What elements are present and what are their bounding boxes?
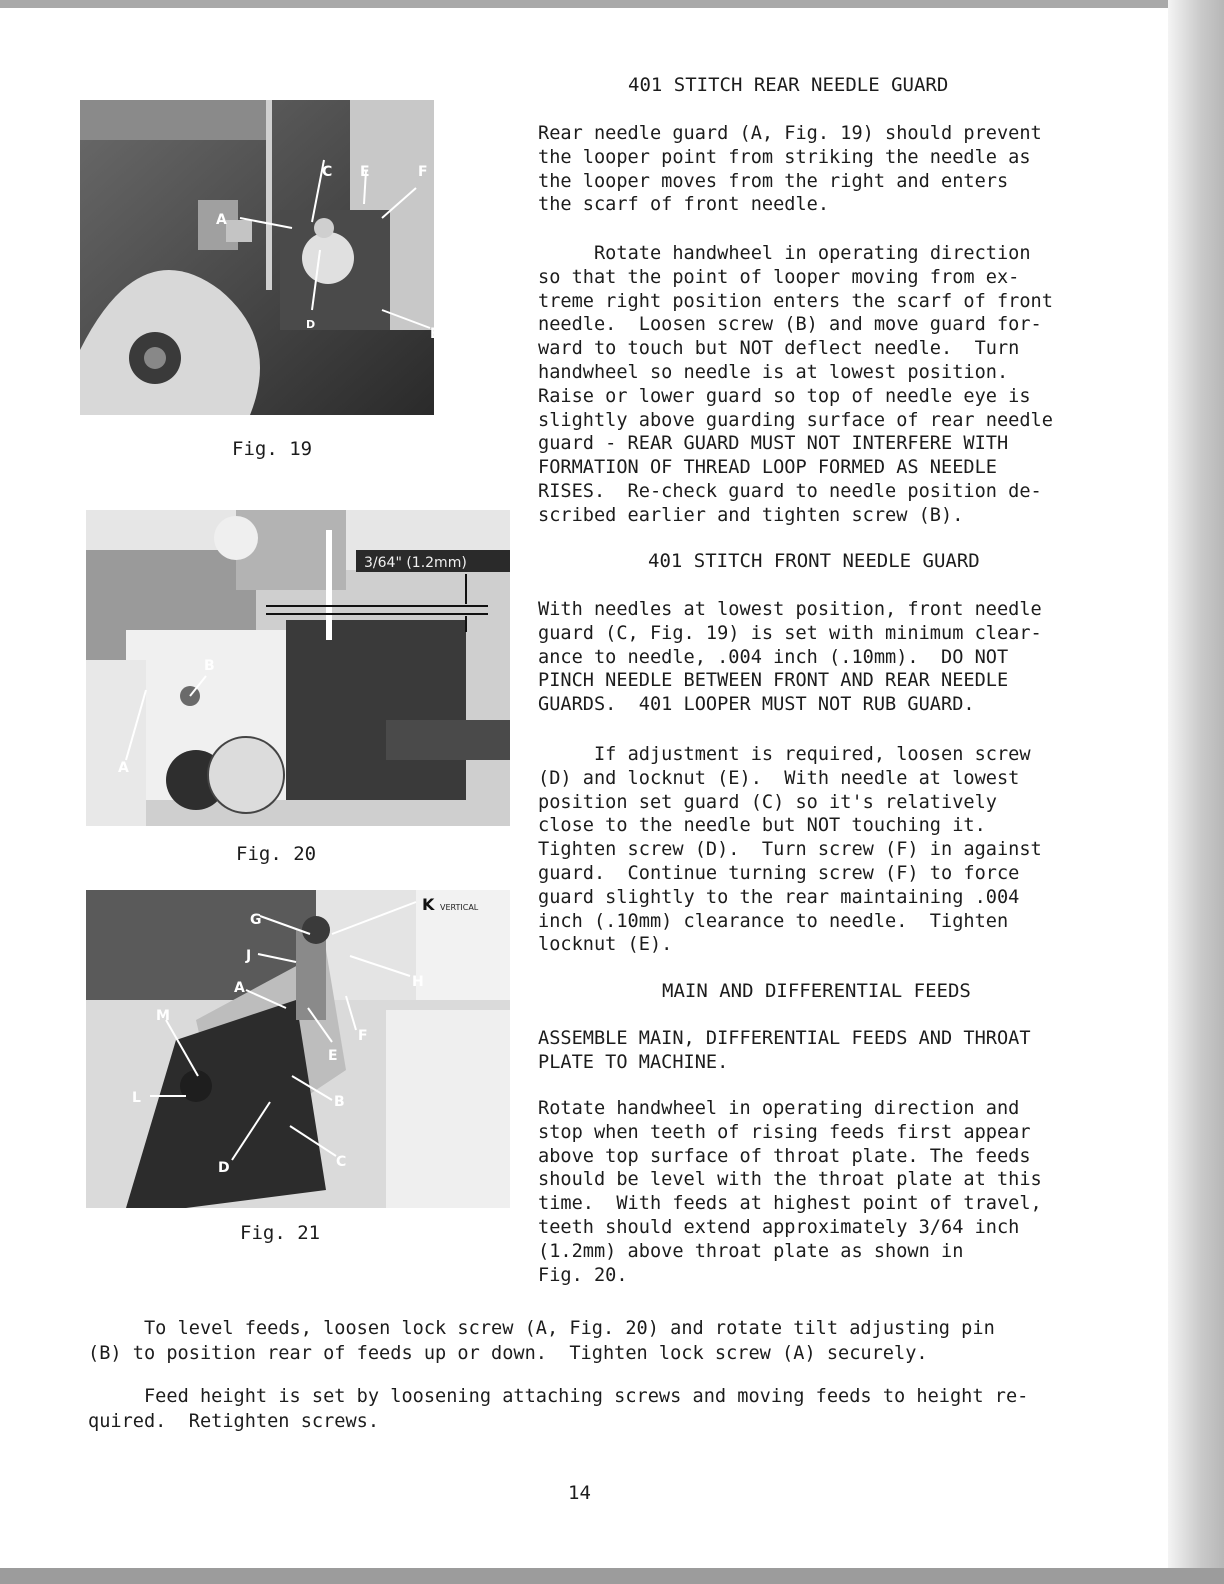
fig-21-image [86,890,510,1208]
feeds-paragraph-3: To level feeds, loosen lock screw (A, Fig. 20) and rotate tilt adjusting pin (B) to position rear of feeds up or down. Tighten lock screw (A) securely. [88,1318,995,1364]
front-guard-heading: 401 STITCH FRONT NEEDLE GUARD [648,550,980,572]
fig-19-photo [80,100,441,415]
front-guard-paragraph-2: If adjustment is required, loosen screw (D) and locknut (E). With needle at lowest position set guard (C) so it's relatively close to the needle but NOT touching it. Tighten screw (D). Turn screw (F) in against guard. Continue turning screw (F) to force guard slightly to the rear maintaining .004 inch (.10mm) clearance to needle. Tighten locknut (E). [538,744,1042,956]
fig-19-label-e: E [360,164,370,180]
fig-19-caption: Fig. 19 [232,438,313,460]
fig-19-label-d: D [306,318,316,331]
fig-19-label-b: B [430,326,441,342]
fig-19-image [80,100,441,415]
fig-21-label-d: D [218,1160,230,1176]
fig-20-label-b: B [204,658,215,674]
fig-21-photo [86,890,510,1208]
fig-21-label-j: J [246,948,252,964]
fig-21-label-m: M [156,1008,170,1024]
fig-21-vertical-text: VERTICAL [440,903,479,912]
feeds-heading: MAIN AND DIFFERENTIAL FEEDS [662,980,971,1002]
scan-edge-bottom [0,1568,1224,1584]
fig-21-label-k: K [422,895,435,914]
fig-21-label-c: C [336,1154,347,1170]
fig-20-label-a: A [118,760,129,776]
scan-edge-top [0,0,1224,8]
rear-guard-heading: 401 STITCH REAR NEEDLE GUARD [628,74,949,96]
fig-20-caption: Fig. 20 [236,843,317,865]
fig-21-caption: Fig. 21 [240,1222,321,1244]
fig-20-photo [86,510,510,826]
scan-edge-right [1168,0,1224,1584]
fig-20-measurement-label: 3/64" (1.2mm) [364,555,467,571]
feeds-paragraph-1: ASSEMBLE MAIN, DIFFERENTIAL FEEDS AND THROAT PLATE TO MACHINE. [538,1028,1031,1073]
page-number: 14 [568,1482,591,1504]
fig-21-label-l: L [132,1090,141,1106]
fig-21-label-h: H [412,974,424,990]
fig-19-label-c: C [322,164,333,180]
fig-21-label-e: E [328,1048,338,1064]
fig-21-label-g: G [250,912,262,928]
feeds-paragraph-4: Feed height is set by loosening attaching screws and moving feeds to height re- quired. Retighten screws. [88,1386,1029,1432]
feeds-paragraph-2: Rotate handwheel in operating direction and stop when teeth of rising feeds first appear above top surface of throat plate. The feeds should be level with the throat plate at this time. With feeds at highest point of travel, teeth should extend approximately 3/64 inch (1.2mm) above throat plate as shown in Fig. 20. [538,1098,1042,1286]
fig-19-label-f: F [418,164,428,180]
rear-guard-paragraph-2: Rotate handwheel in operating direction so that the point of looper moving from ex- treme right position enters the scarf of front needle. Loosen screw (B) and move guard for- ward to touch but NOT deflect needle. Turn handwheel so needle is at lowest position. Raise or lower guard so top of needle eye is slightly above guarding surface of rear needle guard - REAR GUARD MUST NOT INTERFERE WITH FORMATION OF THREAD LOOP FORMED AS NEEDLE RISES. Re-check guard to needle position de- scribed earlier and tighten screw (B). [538,243,1053,526]
front-guard-paragraph-1: With needles at lowest position, front needle guard (C, Fig. 19) is set with minimum clear- ance to needle, .004 inch (.10mm). DO NOT PINCH NEEDLE BETWEEN FRONT AND REAR NEEDLE GUARDS. 401 LOOPER MUST NOT RUB GUARD. [538,599,1042,716]
fig-21-label-b: B [334,1094,345,1110]
fig-20-image [86,510,510,826]
fig-19-label-a: A [216,212,227,228]
fig-21-label-a: A [234,980,245,996]
rear-guard-paragraph-1: Rear needle guard (A, Fig. 19) should prevent the looper point from striking the needle as the looper moves from the right and enters the scarf of front needle. [538,123,1042,216]
fig-21-label-f: F [358,1028,368,1044]
